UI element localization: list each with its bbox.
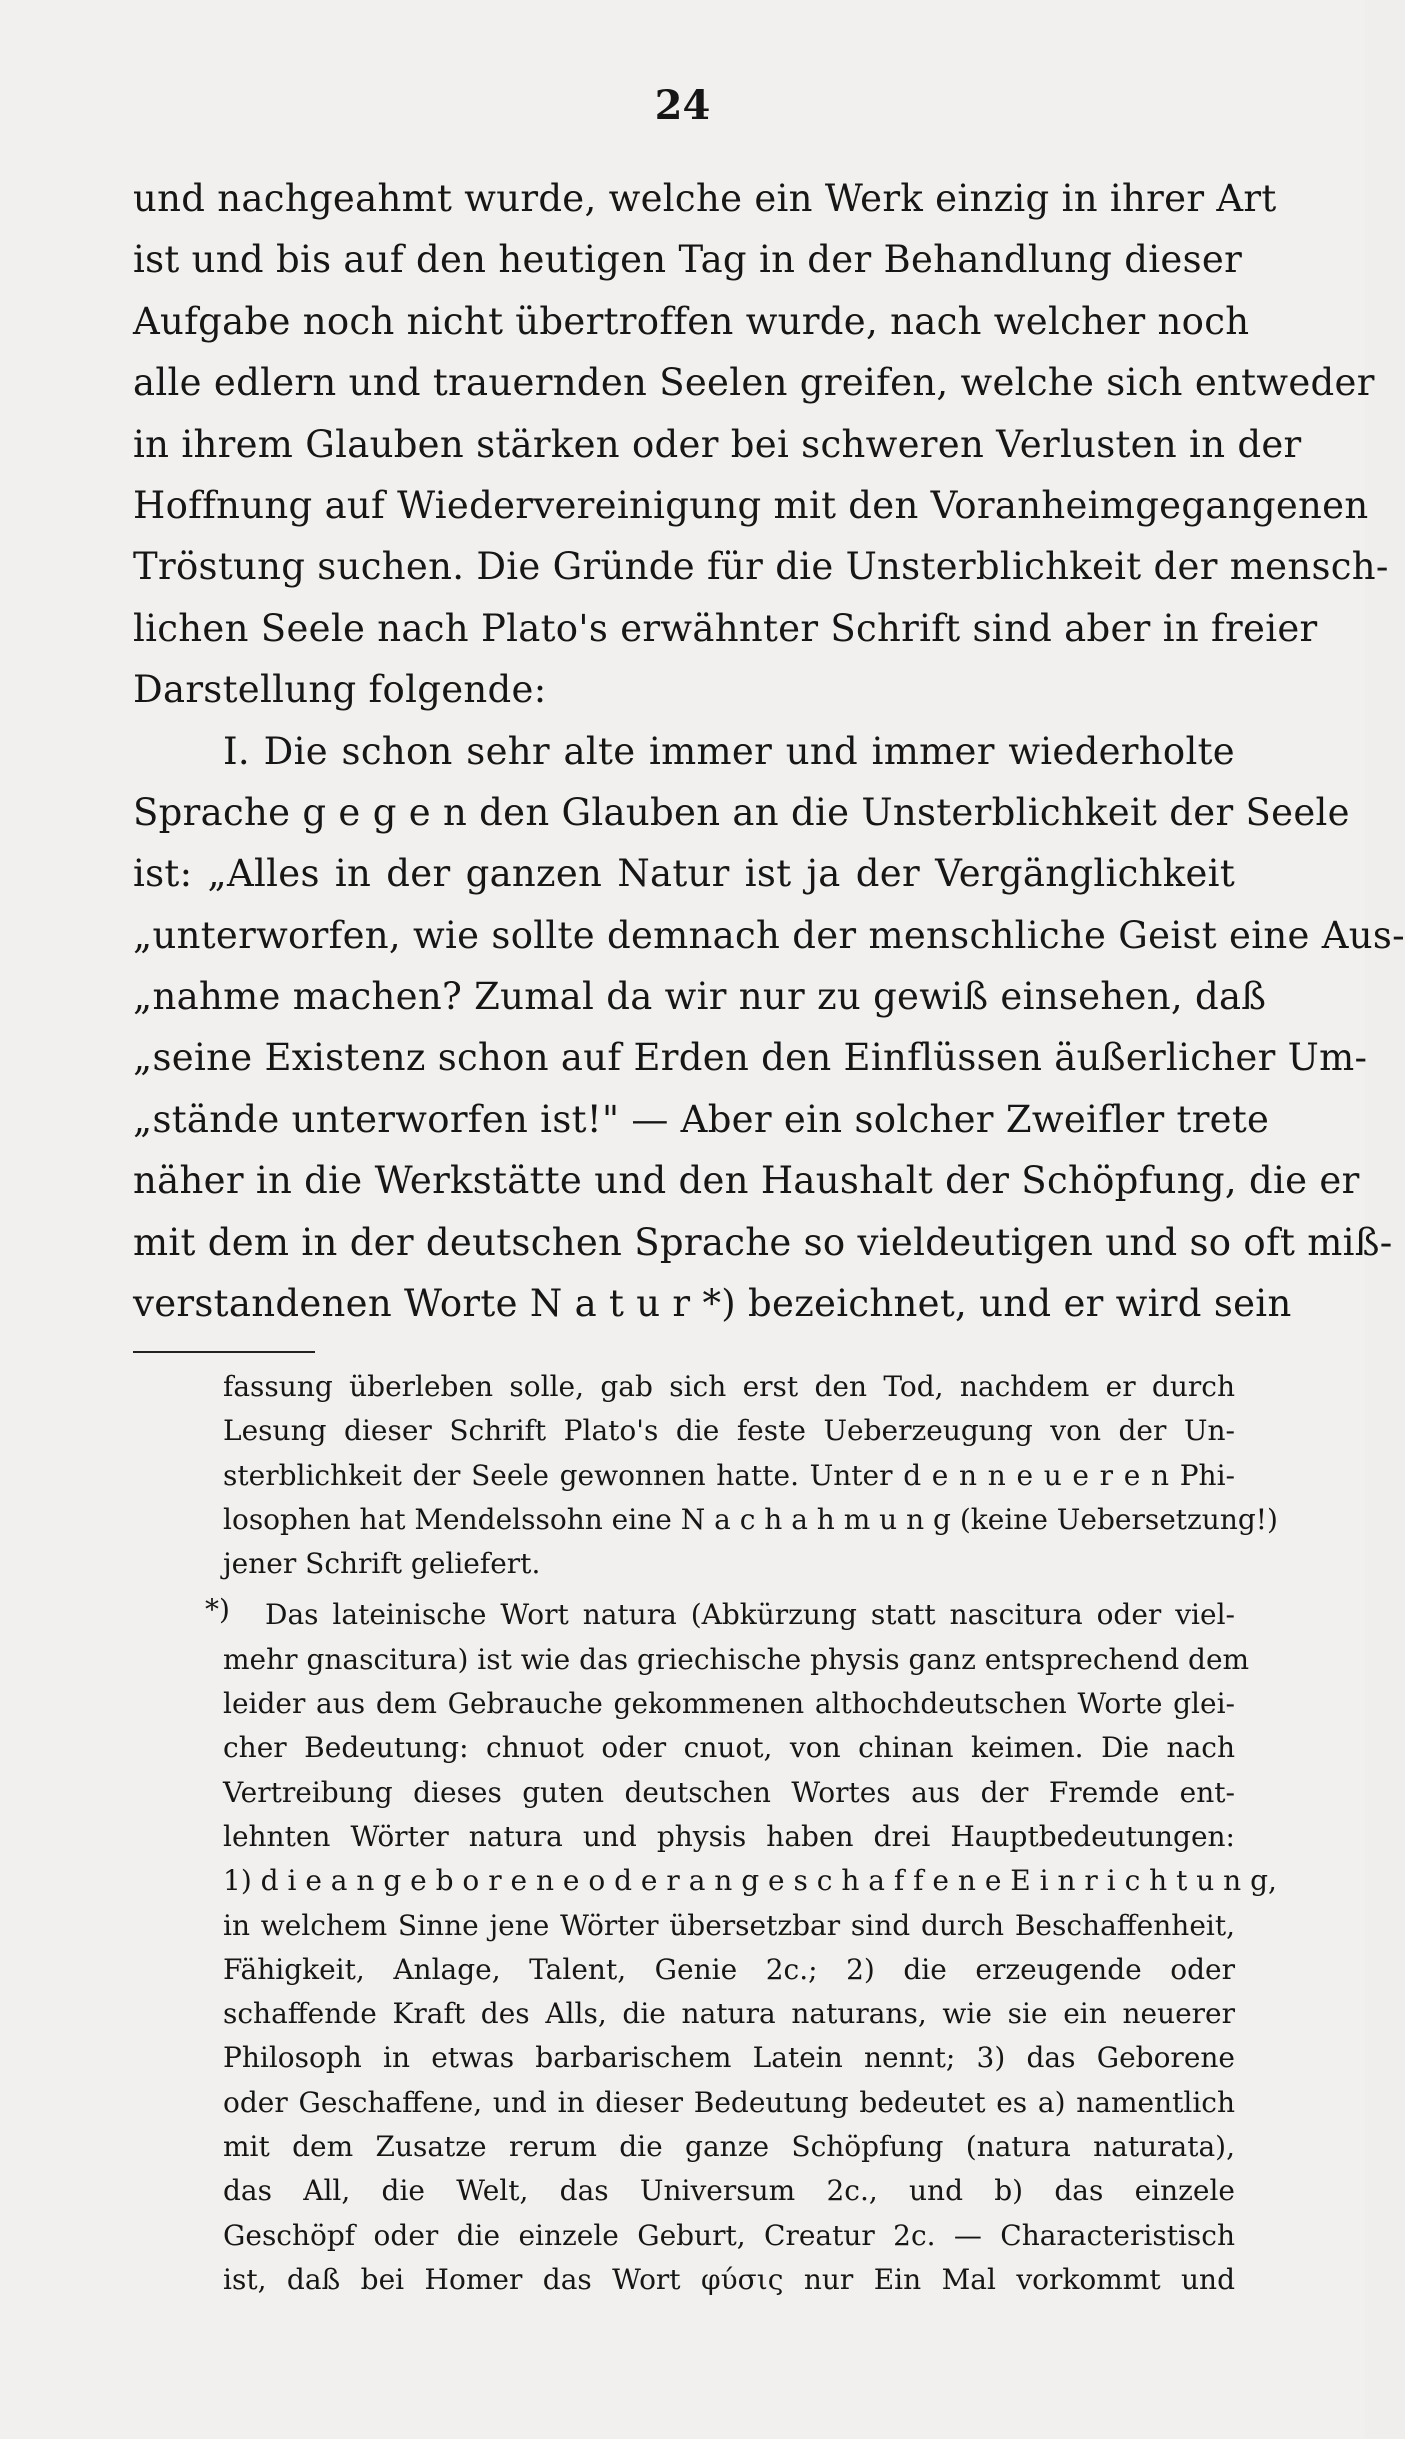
text-line: alle edlern und trauernden Seelen greifen, welche sich entweder bbox=[133, 361, 1375, 405]
footnote-line: ist, daß bei Homer das Wort φύσις nur Ein Mal vorkommt und bbox=[223, 2262, 1235, 2296]
text-line: „unterworfen, wie sollte demnach der menschliche Geist eine Aus- bbox=[133, 913, 1405, 957]
footnote-line: Geschöpf oder die einzele Geburt, Creatur 2c. — Characteristisch bbox=[223, 2218, 1235, 2252]
footnote-marker: *) bbox=[205, 1593, 230, 1627]
footnote-line: lehnten Wörter natura und physis haben drei Hauptbedeutungen: bbox=[223, 1819, 1235, 1853]
text-line: Sprache g e g e n den Glauben an die Unsterblichkeit der Seele bbox=[133, 790, 1350, 834]
footnote-line: Lesung dieser Schrift Plato's die feste Ueberzeugung von der Un- bbox=[223, 1414, 1235, 1448]
text-line: lichen Seele nach Plato's erwähnter Schrift sind aber in freier bbox=[133, 606, 1318, 650]
text-line: Darstellung folgende: bbox=[133, 668, 547, 712]
footnote-first-line bbox=[133, 1593, 1235, 1637]
footnote-line: sterblichkeit der Seele gewonnen hatte. Unter d e n n e u e r e n Phi- bbox=[223, 1458, 1235, 1492]
footnote-line: Vertreibung dieses guten deutschen Wortes aus der Fremde ent- bbox=[223, 1775, 1235, 1809]
footnote-line: Philosoph in etwas barbarischem Latein nennt; 3) das Geborene bbox=[223, 2041, 1235, 2075]
footnotes bbox=[133, 1365, 1278, 2309]
footnote-line: in welchem Sinne jene Wörter übersetzbar sind durch Beschaffenheit, bbox=[223, 1908, 1235, 1942]
footnote-line: das All, die Welt, das Universum 2c., und b) das einzele bbox=[223, 2174, 1235, 2208]
footnote-line: fassung überleben solle, gab sich erst den Tod, nachdem er durch bbox=[223, 1370, 1235, 1403]
footnote-line: oder Geschaffene, und in dieser Bedeutung bedeutet es a) namentlich bbox=[223, 2085, 1235, 2119]
footnote-line: 1) d i e a n g e b o r e n e o d e r a n g e s c h a f f e n e E i n r i c h t u n g, bbox=[223, 1864, 1277, 1898]
text-line: näher in die Werkstätte und den Haushalt der Schöpfung, die er bbox=[133, 1159, 1360, 1203]
footnote-line: leider aus dem Gebrauche gekommenen althochdeutschen Worte glei- bbox=[223, 1687, 1235, 1721]
text-line: verstandenen Worte N a t u r *) bezeichnet, und er wird sein bbox=[133, 1282, 1292, 1326]
text-line: „nahme machen? Zumal da wir nur zu gewiß einsehen, daß bbox=[133, 975, 1267, 1019]
text-line: und nachgeahmt wurde, welche ein Werk einzig in ihrer Art bbox=[133, 177, 1277, 220]
footnote-line: mit dem Zusatze rerum die ganze Schöpfung (natura naturata), bbox=[223, 2130, 1235, 2164]
text-line: „stände unterworfen ist!" — Aber ein solcher Zweifler trete bbox=[133, 1097, 1270, 1141]
text-line: mit dem in der deutschen Sprache so vieldeutigen und so oft miß- bbox=[133, 1220, 1393, 1264]
footnote-line: losophen hat Mendelssohn eine N a c h a h m u n g (keine Uebersetzung!) bbox=[223, 1502, 1278, 1536]
text-line: Aufgabe noch nicht übertroffen wurde, nach welcher noch bbox=[133, 299, 1250, 343]
footnote-line: jener Schrift geliefert. bbox=[223, 1547, 541, 1581]
text-line: ist: „Alles in der ganzen Natur ist ja der Vergänglichkeit bbox=[133, 852, 1235, 896]
footnote-line: mehr gnascitura) ist wie das griechische physis ganz entsprechend dem bbox=[223, 1642, 1250, 1676]
footnote-line: Fähigkeit, Anlage, Talent, Genie 2c.; 2) die erzeugende oder bbox=[223, 1952, 1235, 1986]
footnote-line: schaffende Kraft des Alls, die natura naturans, wie sie ein neuerer bbox=[223, 1997, 1235, 2031]
text-line: Tröstung suchen. Die Gründe für die Unsterblichkeit der mensch- bbox=[133, 545, 1389, 589]
text-line: Hoffnung auf Wiedervereinigung mit den Voranheimgegangenen bbox=[133, 483, 1369, 527]
footnote-natura bbox=[133, 1593, 1277, 2302]
text-line: „seine Existenz schon auf Erden den Einflüssen äußerlicher Um- bbox=[133, 1036, 1368, 1080]
footnote-line: Das lateinische Wort natura (Abkürzung statt nascitura oder viel- bbox=[265, 1598, 1235, 1632]
footnote-continued bbox=[133, 1365, 1278, 1586]
text-line: I. Die schon sehr alte immer und immer wiederholte bbox=[223, 729, 1235, 773]
text-line: in ihrem Glauben stärken oder bei schweren Verlusten in der bbox=[133, 422, 1302, 466]
main-text bbox=[133, 168, 1405, 1334]
footnote-divider bbox=[133, 1351, 315, 1353]
page-number: 24 bbox=[654, 82, 711, 129]
text-line: ist und bis auf den heutigen Tag in der Behandlung dieser bbox=[133, 238, 1243, 282]
footnote-line: cher Bedeutung: chnuot oder cnuot, von chinan keimen. Die nach bbox=[223, 1731, 1235, 1765]
